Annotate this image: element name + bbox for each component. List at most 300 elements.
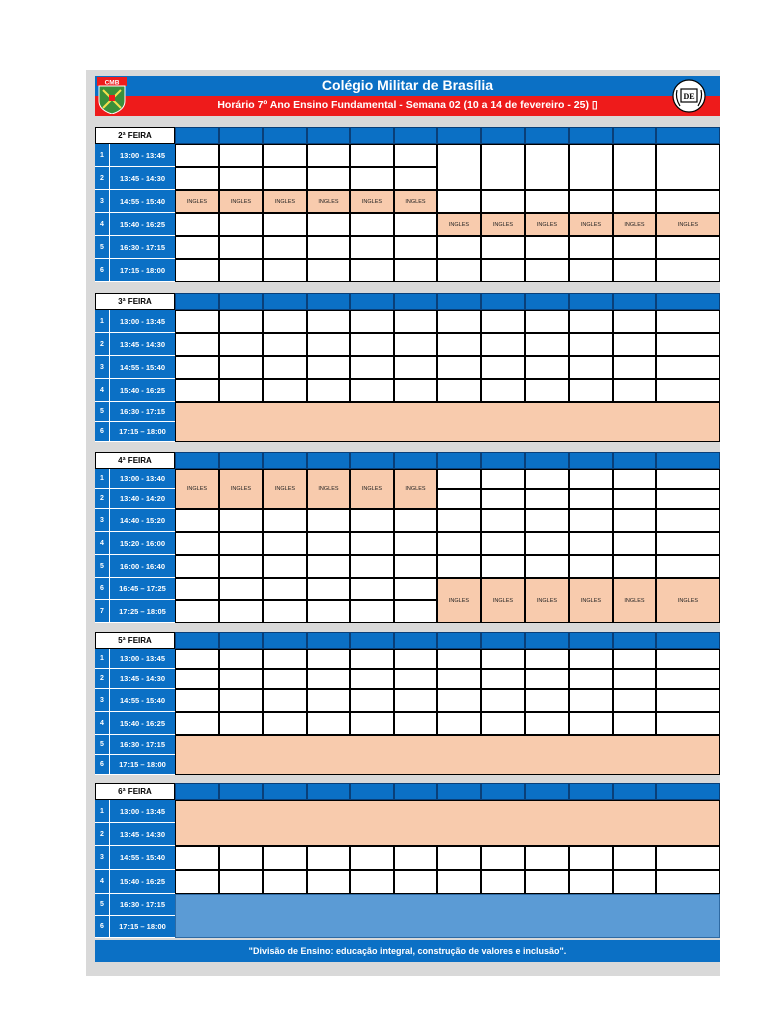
english-class-cell[interactable]: INGLES	[307, 190, 350, 213]
schedule-cell[interactable]	[263, 649, 307, 669]
english-class-cell[interactable]: INGLES	[175, 190, 219, 213]
schedule-cell[interactable]	[307, 578, 350, 600]
period-time: 16:45 – 17:25	[110, 578, 175, 600]
schedule-cell[interactable]	[263, 259, 307, 282]
schedule-cell[interactable]	[569, 489, 613, 509]
schedule-cell[interactable]	[263, 167, 307, 190]
schedule-cell[interactable]	[437, 379, 481, 402]
schedule-cell[interactable]	[525, 379, 569, 402]
period-time: 16:30 - 17:15	[110, 894, 175, 916]
schedule-cell[interactable]	[394, 600, 437, 623]
schedule-cell[interactable]	[656, 236, 720, 259]
peach-merged-block	[175, 800, 720, 846]
schedule-cell[interactable]	[175, 870, 219, 894]
schedule-cell[interactable]	[263, 555, 307, 578]
column-header-cell	[437, 783, 481, 800]
english-class-cell[interactable]: INGLES	[613, 578, 656, 623]
schedule-cell[interactable]	[613, 555, 656, 578]
schedule-cell[interactable]	[569, 144, 613, 190]
schedule-cell[interactable]	[219, 236, 263, 259]
schedule-cell[interactable]	[394, 333, 437, 356]
schedule-cell[interactable]	[613, 259, 656, 282]
schedule-cell[interactable]	[569, 190, 613, 213]
english-class-cell[interactable]: INGLES	[437, 213, 481, 236]
schedule-cell[interactable]	[656, 669, 720, 689]
period-number: 5	[95, 402, 110, 422]
english-class-cell[interactable]: INGLES	[656, 578, 720, 623]
period-time: 15:40 - 16:25	[110, 870, 175, 894]
schedule-cell[interactable]	[175, 669, 219, 689]
schedule-cell[interactable]	[263, 213, 307, 236]
schedule-cell[interactable]	[437, 310, 481, 333]
schedule-cell[interactable]	[350, 555, 394, 578]
schedule-cell[interactable]	[263, 578, 307, 600]
schedule-cell[interactable]	[394, 649, 437, 669]
schedule-cell[interactable]	[350, 712, 394, 735]
period-time: 16:30 - 17:15	[110, 735, 175, 755]
schedule-cell[interactable]	[307, 310, 350, 333]
english-class-cell[interactable]: INGLES	[525, 578, 569, 623]
schedule-cell[interactable]	[307, 532, 350, 555]
schedule-cell[interactable]	[481, 469, 525, 489]
schedule-cell[interactable]	[569, 669, 613, 689]
schedule-cell[interactable]	[350, 600, 394, 623]
period-number: 2	[95, 823, 110, 846]
schedule-cell[interactable]	[219, 259, 263, 282]
column-header-cell	[613, 783, 656, 800]
schedule-cell[interactable]	[307, 712, 350, 735]
schedule-cell[interactable]	[307, 213, 350, 236]
schedule-cell[interactable]	[613, 469, 656, 489]
english-class-cell[interactable]: INGLES	[307, 469, 350, 509]
schedule-cell[interactable]	[175, 379, 219, 402]
column-header-cell	[437, 632, 481, 649]
period-time: 15:40 - 16:25	[110, 379, 175, 402]
schedule-cell[interactable]	[437, 356, 481, 379]
schedule-cell[interactable]	[219, 712, 263, 735]
english-class-cell[interactable]: INGLES	[525, 213, 569, 236]
schedule-cell[interactable]	[175, 600, 219, 623]
column-header-cell	[307, 632, 350, 649]
english-class-cell[interactable]: INGLES	[350, 469, 394, 509]
schedule-cell[interactable]	[656, 259, 720, 282]
schedule-cell[interactable]	[175, 578, 219, 600]
schedule-cell[interactable]	[307, 669, 350, 689]
schedule-cell[interactable]	[481, 236, 525, 259]
schedule-cell[interactable]	[219, 310, 263, 333]
schedule-cell[interactable]	[394, 356, 437, 379]
column-header-cell	[656, 632, 720, 649]
schedule-cell[interactable]	[219, 333, 263, 356]
schedule-cell[interactable]	[569, 846, 613, 870]
schedule-cell[interactable]	[613, 190, 656, 213]
schedule-cell[interactable]	[394, 578, 437, 600]
column-header-cell	[613, 452, 656, 469]
schedule-cell[interactable]	[437, 489, 481, 509]
schedule-cell[interactable]	[307, 555, 350, 578]
schedule-cell[interactable]	[350, 846, 394, 870]
schedule-cell[interactable]	[219, 846, 263, 870]
schedule-cell[interactable]	[307, 356, 350, 379]
schedule-cell[interactable]	[437, 509, 481, 532]
period-time: 13:40 - 14:20	[110, 489, 175, 509]
schedule-cell[interactable]	[656, 356, 720, 379]
day-section	[95, 452, 720, 623]
schedule-cell[interactable]	[263, 333, 307, 356]
schedule-cell[interactable]	[394, 846, 437, 870]
schedule-cell[interactable]	[437, 190, 481, 213]
column-header-cell	[437, 452, 481, 469]
schedule-cell[interactable]	[307, 509, 350, 532]
schedule-cell[interactable]	[481, 379, 525, 402]
schedule-cell[interactable]	[437, 555, 481, 578]
schedule-cell[interactable]	[219, 578, 263, 600]
schedule-cell[interactable]	[394, 213, 437, 236]
schedule-cell[interactable]	[307, 167, 350, 190]
column-header-cell	[175, 293, 219, 310]
schedule-cell[interactable]	[394, 669, 437, 689]
blue-merged-block	[175, 894, 720, 938]
schedule-cell[interactable]	[175, 144, 219, 167]
english-class-cell[interactable]: INGLES	[656, 213, 720, 236]
schedule-cell[interactable]	[525, 846, 569, 870]
schedule-cell[interactable]	[263, 532, 307, 555]
schedule-cell[interactable]	[350, 509, 394, 532]
english-class-cell[interactable]: INGLES	[219, 190, 263, 213]
schedule-cell[interactable]	[613, 379, 656, 402]
schedule-cell[interactable]	[263, 356, 307, 379]
schedule-cell[interactable]	[656, 532, 720, 555]
english-class-cell[interactable]: INGLES	[569, 578, 613, 623]
schedule-cell[interactable]	[525, 333, 569, 356]
schedule-cell[interactable]	[219, 167, 263, 190]
schedule-cell[interactable]	[481, 356, 525, 379]
schedule-cell[interactable]	[263, 600, 307, 623]
schedule-cell[interactable]	[307, 333, 350, 356]
schedule-cell[interactable]	[656, 509, 720, 532]
schedule-cell[interactable]	[219, 509, 263, 532]
schedule-cell[interactable]	[569, 649, 613, 669]
schedule-cell[interactable]	[263, 689, 307, 712]
schedule-cell[interactable]	[263, 144, 307, 167]
schedule-cell[interactable]	[569, 310, 613, 333]
english-class-cell[interactable]: INGLES	[219, 469, 263, 509]
schedule-cell[interactable]	[394, 509, 437, 532]
schedule-cell[interactable]	[613, 532, 656, 555]
schedule-cell[interactable]	[569, 555, 613, 578]
schedule-cell[interactable]	[437, 333, 481, 356]
schedule-cell[interactable]	[525, 689, 569, 712]
schedule-cell[interactable]	[307, 846, 350, 870]
schedule-cell[interactable]	[656, 846, 720, 870]
column-header-cell	[394, 783, 437, 800]
schedule-cell[interactable]	[175, 649, 219, 669]
schedule-cell[interactable]	[656, 712, 720, 735]
column-header-cell	[569, 783, 613, 800]
schedule-cell[interactable]	[263, 509, 307, 532]
schedule-cell[interactable]	[481, 555, 525, 578]
schedule-cell[interactable]	[656, 870, 720, 894]
schedule-cell[interactable]	[219, 870, 263, 894]
schedule-cell[interactable]	[656, 649, 720, 669]
schedule-cell[interactable]	[219, 379, 263, 402]
schedule-cell[interactable]	[350, 310, 394, 333]
schedule-cell[interactable]	[437, 144, 481, 190]
schedule-cell[interactable]	[437, 870, 481, 894]
schedule-cell[interactable]	[350, 356, 394, 379]
schedule-cell[interactable]	[219, 600, 263, 623]
period-number: 4	[95, 379, 110, 402]
schedule-cell[interactable]	[175, 333, 219, 356]
schedule-cell[interactable]	[394, 144, 437, 167]
column-header-cell	[394, 632, 437, 649]
schedule-cell[interactable]	[307, 649, 350, 669]
schedule-cell[interactable]	[569, 259, 613, 282]
english-class-cell[interactable]: INGLES	[569, 213, 613, 236]
schedule-cell[interactable]	[350, 333, 394, 356]
period-time: 17:15 – 18:00	[110, 422, 175, 442]
schedule-cell[interactable]	[219, 649, 263, 669]
schedule-cell[interactable]	[481, 509, 525, 532]
schedule-cell[interactable]	[613, 310, 656, 333]
english-class-cell[interactable]: INGLES	[481, 578, 525, 623]
schedule-cell[interactable]	[263, 310, 307, 333]
schedule-cell[interactable]	[219, 213, 263, 236]
schedule-cell[interactable]	[219, 144, 263, 167]
schedule-cell[interactable]	[350, 532, 394, 555]
schedule-cell[interactable]	[175, 509, 219, 532]
period-number: 7	[95, 600, 110, 623]
schedule-cell[interactable]	[175, 356, 219, 379]
schedule-cell[interactable]	[175, 213, 219, 236]
schedule-cell[interactable]	[613, 509, 656, 532]
schedule-cell[interactable]	[219, 555, 263, 578]
schedule-cell[interactable]	[481, 190, 525, 213]
schedule-cell[interactable]	[481, 333, 525, 356]
schedule-cell[interactable]	[350, 236, 394, 259]
column-header-cell	[656, 127, 720, 144]
schedule-cell[interactable]	[613, 649, 656, 669]
schedule-cell[interactable]	[656, 689, 720, 712]
schedule-cell[interactable]	[394, 379, 437, 402]
schedule-cell[interactable]	[263, 236, 307, 259]
english-class-cell[interactable]: INGLES	[394, 469, 437, 509]
period-time: 13:00 - 13:45	[110, 310, 175, 333]
schedule-header	[95, 76, 720, 116]
schedule-cell[interactable]	[613, 712, 656, 735]
english-class-cell[interactable]: INGLES	[263, 190, 307, 213]
schedule-cell[interactable]	[350, 167, 394, 190]
schedule-cell[interactable]	[350, 144, 394, 167]
schedule-cell[interactable]	[437, 649, 481, 669]
column-header-cell	[263, 452, 307, 469]
schedule-cell[interactable]	[394, 689, 437, 712]
schedule-cell[interactable]	[350, 649, 394, 669]
schedule-cell[interactable]	[437, 469, 481, 489]
schedule-cell[interactable]	[569, 509, 613, 532]
schedule-cell[interactable]	[569, 712, 613, 735]
schedule-cell[interactable]	[350, 689, 394, 712]
schedule-cell[interactable]	[525, 870, 569, 894]
schedule-cell[interactable]	[307, 379, 350, 402]
schedule-cell[interactable]	[481, 870, 525, 894]
schedule-cell[interactable]	[613, 356, 656, 379]
schedule-cell[interactable]	[525, 489, 569, 509]
schedule-cell[interactable]	[394, 167, 437, 190]
schedule-cell[interactable]	[481, 846, 525, 870]
schedule-cell[interactable]	[525, 555, 569, 578]
schedule-cell[interactable]	[307, 236, 350, 259]
page-title: Colégio Militar de Brasília	[321, 77, 494, 93]
schedule-cell[interactable]	[350, 669, 394, 689]
english-class-cell[interactable]: INGLES	[394, 190, 437, 213]
schedule-cell[interactable]	[307, 259, 350, 282]
schedule-cell[interactable]	[656, 144, 720, 190]
schedule-cell[interactable]	[263, 379, 307, 402]
schedule-cell[interactable]	[175, 259, 219, 282]
schedule-cell[interactable]	[525, 712, 569, 735]
schedule-cell[interactable]	[613, 846, 656, 870]
schedule-cell[interactable]	[525, 356, 569, 379]
schedule-cell[interactable]	[219, 689, 263, 712]
english-class-cell[interactable]: INGLES	[613, 213, 656, 236]
schedule-cell[interactable]	[613, 669, 656, 689]
schedule-cell[interactable]	[263, 870, 307, 894]
schedule-cell[interactable]	[525, 532, 569, 555]
schedule-cell[interactable]	[569, 469, 613, 489]
schedule-cell[interactable]	[525, 236, 569, 259]
schedule-cell[interactable]	[525, 469, 569, 489]
schedule-cell[interactable]	[437, 846, 481, 870]
schedule-cell[interactable]	[350, 213, 394, 236]
schedule-cell[interactable]	[656, 469, 720, 489]
schedule-cell[interactable]	[394, 532, 437, 555]
schedule-cell[interactable]	[656, 489, 720, 509]
schedule-cell[interactable]	[656, 333, 720, 356]
schedule-cell[interactable]	[656, 190, 720, 213]
schedule-cell[interactable]	[656, 379, 720, 402]
schedule-cell[interactable]	[569, 532, 613, 555]
schedule-cell[interactable]	[307, 600, 350, 623]
column-header-cell	[394, 452, 437, 469]
schedule-cell[interactable]	[569, 333, 613, 356]
schedule-cell[interactable]	[394, 555, 437, 578]
schedule-cell[interactable]	[175, 236, 219, 259]
schedule-cell[interactable]	[175, 532, 219, 555]
schedule-cell[interactable]	[307, 870, 350, 894]
schedule-cell[interactable]	[219, 532, 263, 555]
day-section	[95, 293, 720, 442]
column-header-cell	[569, 632, 613, 649]
schedule-cell[interactable]	[263, 669, 307, 689]
schedule-cell[interactable]	[175, 712, 219, 735]
schedule-cell[interactable]	[394, 870, 437, 894]
schedule-cell[interactable]	[437, 689, 481, 712]
period-time: 13:45 - 14:30	[110, 333, 175, 356]
logo-right-text: DE	[683, 92, 695, 101]
schedule-cell[interactable]	[394, 236, 437, 259]
schedule-cell[interactable]	[481, 669, 525, 689]
schedule-cell[interactable]	[307, 144, 350, 167]
english-class-cell[interactable]: INGLES	[481, 213, 525, 236]
schedule-cell[interactable]	[437, 712, 481, 735]
schedule-cell[interactable]	[481, 689, 525, 712]
period-time: 13:45 - 14:30	[110, 167, 175, 190]
schedule-cell[interactable]	[481, 712, 525, 735]
schedule-cell[interactable]	[219, 356, 263, 379]
schedule-cell[interactable]	[175, 310, 219, 333]
schedule-cell[interactable]	[481, 649, 525, 669]
column-header-cell	[263, 783, 307, 800]
schedule-cell[interactable]	[613, 489, 656, 509]
english-class-cell[interactable]: INGLES	[175, 469, 219, 509]
schedule-cell[interactable]	[613, 236, 656, 259]
schedule-cell[interactable]	[525, 669, 569, 689]
schedule-cell[interactable]	[394, 259, 437, 282]
schedule-cell[interactable]	[525, 509, 569, 532]
schedule-cell[interactable]	[175, 689, 219, 712]
schedule-cell[interactable]	[175, 846, 219, 870]
schedule-cell[interactable]	[613, 870, 656, 894]
schedule-cell[interactable]	[175, 555, 219, 578]
schedule-cell[interactable]	[525, 144, 569, 190]
schedule-cell[interactable]	[350, 870, 394, 894]
english-class-cell[interactable]: INGLES	[263, 469, 307, 509]
schedule-cell[interactable]	[481, 144, 525, 190]
schedule-cell[interactable]	[481, 310, 525, 333]
schedule-cell[interactable]	[350, 379, 394, 402]
schedule-cell[interactable]	[569, 379, 613, 402]
period-number: 1	[95, 800, 110, 823]
schedule-cell[interactable]	[525, 649, 569, 669]
schedule-cell[interactable]	[613, 333, 656, 356]
schedule-cell[interactable]	[263, 846, 307, 870]
schedule-cell[interactable]	[394, 310, 437, 333]
schedule-cell[interactable]	[569, 689, 613, 712]
english-class-cell[interactable]: INGLES	[350, 190, 394, 213]
schedule-cell[interactable]	[350, 578, 394, 600]
schedule-cell[interactable]	[219, 669, 263, 689]
schedule-cell[interactable]	[437, 259, 481, 282]
schedule-cell[interactable]	[394, 712, 437, 735]
column-header-cell	[481, 632, 525, 649]
schedule-cell[interactable]	[481, 259, 525, 282]
schedule-cell[interactable]	[656, 555, 720, 578]
schedule-cell[interactable]	[525, 259, 569, 282]
schedule-cell[interactable]	[525, 190, 569, 213]
peach-merged-block	[175, 402, 720, 442]
schedule-cell[interactable]	[656, 310, 720, 333]
schedule-cell[interactable]	[307, 689, 350, 712]
column-header-cell	[175, 632, 219, 649]
period-number: 3	[95, 689, 110, 712]
schedule-cell[interactable]	[613, 689, 656, 712]
schedule-cell[interactable]	[569, 870, 613, 894]
schedule-cell[interactable]	[613, 144, 656, 190]
schedule-cell[interactable]	[175, 167, 219, 190]
schedule-cell[interactable]	[569, 356, 613, 379]
schedule-cell[interactable]	[350, 259, 394, 282]
schedule-cell[interactable]	[437, 236, 481, 259]
schedule-cell[interactable]	[481, 532, 525, 555]
schedule-cell[interactable]	[437, 532, 481, 555]
schedule-cell[interactable]	[525, 310, 569, 333]
schedule-cell[interactable]	[437, 669, 481, 689]
schedule-cell[interactable]	[263, 712, 307, 735]
english-class-cell[interactable]: INGLES	[437, 578, 481, 623]
schedule-cell[interactable]	[569, 236, 613, 259]
schedule-cell[interactable]	[481, 489, 525, 509]
